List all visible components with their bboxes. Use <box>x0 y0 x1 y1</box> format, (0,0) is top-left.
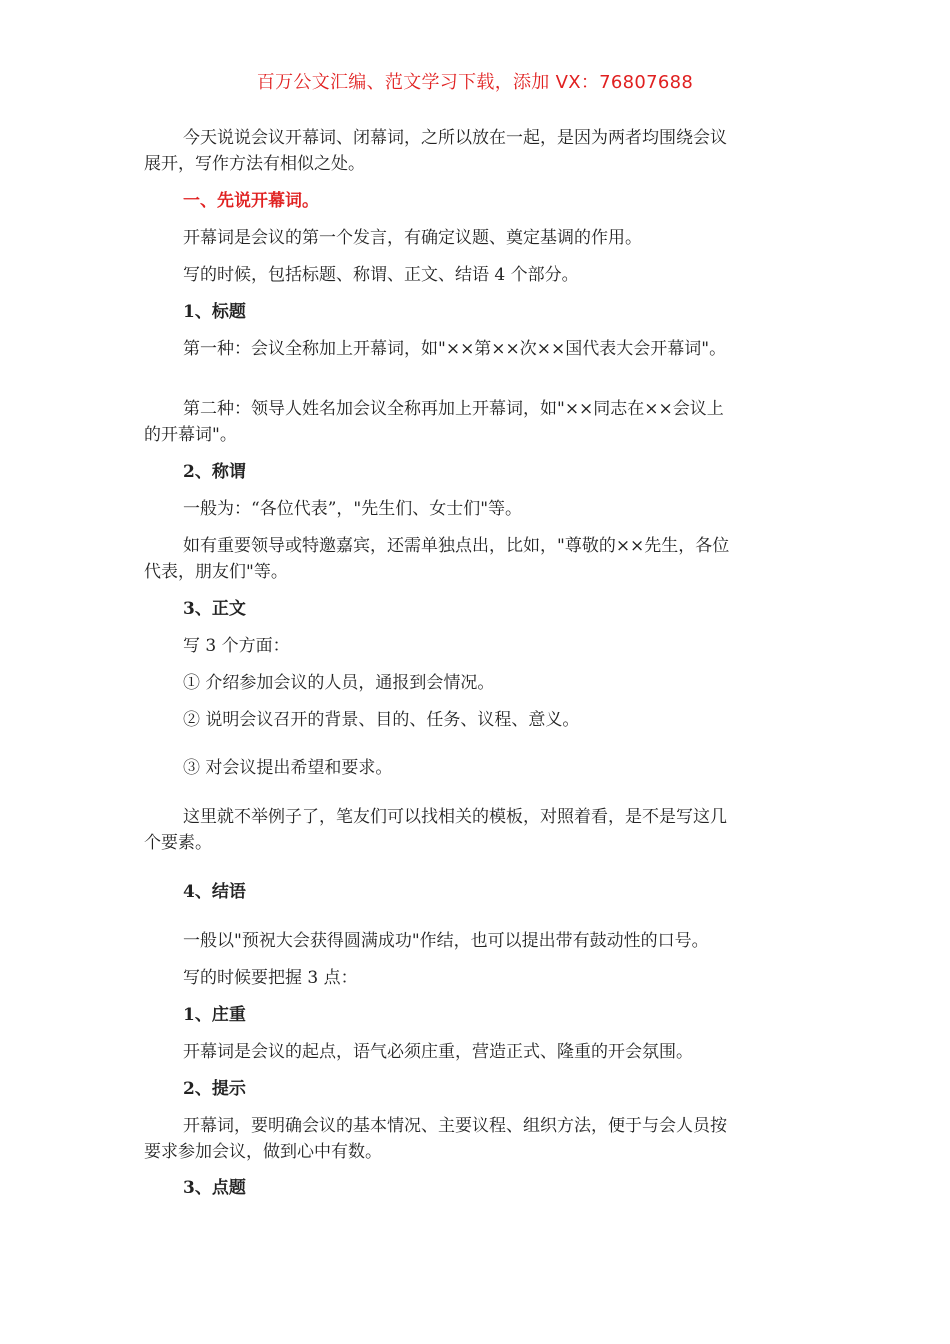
paragraph-hint-line-2: 要求参加会议，做到心中有数。 <box>144 1142 382 1162</box>
paragraph-vip-line-2: 代表，朋友们"等。 <box>144 562 288 582</box>
paragraph-vip-line-1: 如有重要领导或特邀嘉宾，还需单独点出，比如，"尊敬的××先生，各位 <box>183 536 730 556</box>
section-heading-opening: 一、先说开幕词。 <box>183 191 319 211</box>
list-item-2: ② 说明会议召开的背景、目的、任务、议程、意义。 <box>183 710 580 730</box>
subheading-point: 3、点题 <box>183 1178 246 1198</box>
paragraph-example-line-2: 个要素。 <box>144 833 212 853</box>
intro-line-1: 今天说说会议开幕词、闭幕词，之所以放在一起，是因为两者均围绕会议 <box>183 128 727 148</box>
paragraph-first-form: 第一种：会议全称加上开幕词，如"××第××次××国代表大会开幕词"。 <box>183 339 727 359</box>
subheading-solemn: 1、庄重 <box>183 1005 246 1025</box>
paragraph-solemn: 开幕词是会议的起点，语气必须庄重，营造正式、隆重的开会氛围。 <box>183 1042 693 1062</box>
paragraph-second-form-line-2: 的开幕词"。 <box>144 425 237 445</box>
subheading-hint: 2、提示 <box>183 1079 246 1099</box>
subheading-closing: 4、结语 <box>183 882 246 902</box>
paragraph-parts: 写的时候，包括标题、称谓、正文、结语 4 个部分。 <box>183 265 579 285</box>
paragraph-example-line-1: 这里就不举例子了，笔友们可以找相关的模板，对照着看，是不是写这几 <box>183 807 727 827</box>
paragraph-three-aspects: 写 3 个方面： <box>183 636 290 656</box>
intro-line-2: 展开，写作方法有相似之处。 <box>144 154 365 174</box>
paragraph-grasp: 写的时候要把握 3 点： <box>183 968 358 988</box>
paragraph-definition: 开幕词是会议的第一个发言，有确定议题、奠定基调的作用。 <box>183 228 642 248</box>
subheading-body: 3、正文 <box>183 599 246 619</box>
paragraph-second-form-line-1: 第二种：领导人姓名加会议全称再加上开幕词，如"××同志在××会议上 <box>183 399 724 419</box>
paragraph-hint-line-1: 开幕词，要明确会议的基本情况、主要议程、组织方法，便于与会人员按 <box>183 1116 727 1136</box>
list-item-1: ① 介绍参加会议的人员，通报到会情况。 <box>183 673 495 693</box>
paragraph-closing: 一般以"预祝大会获得圆满成功"作结，也可以提出带有鼓动性的口号。 <box>183 931 709 951</box>
list-item-3: ③ 对会议提出希望和要求。 <box>183 758 393 778</box>
header-banner: 百万公文汇编、范文学习下载，添加 VX：76807688 <box>256 72 694 93</box>
paragraph-general-address: 一般为：“各位代表”，"先生们、女士们"等。 <box>183 499 523 519</box>
subheading-title: 1、标题 <box>183 302 246 322</box>
subheading-address: 2、称谓 <box>183 462 246 482</box>
